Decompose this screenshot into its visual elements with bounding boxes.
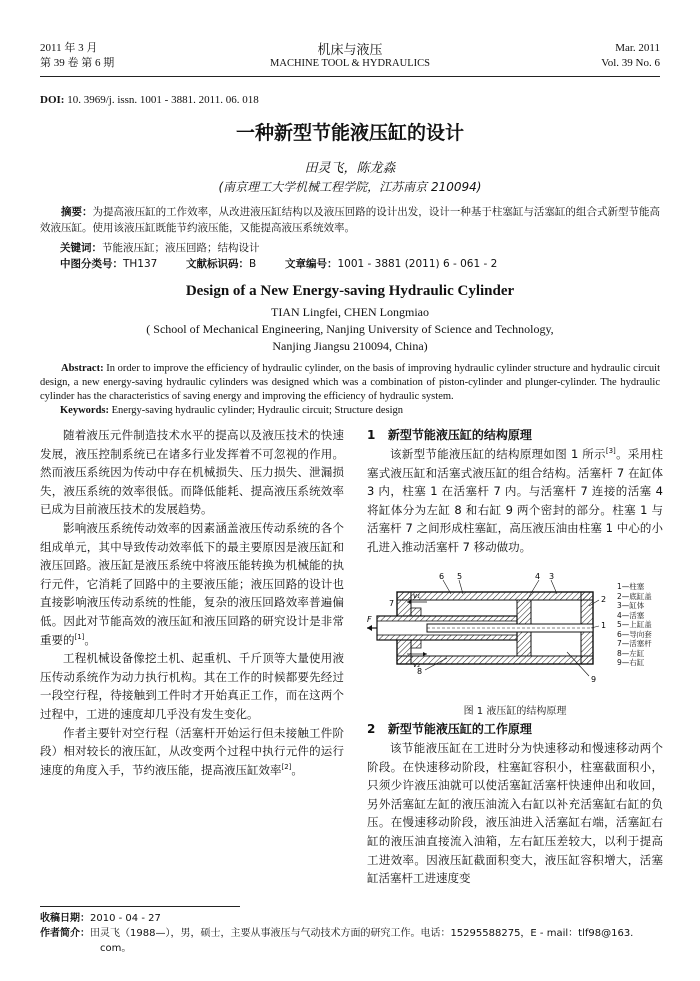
left-column (40, 426, 344, 779)
legend-item: 6—导向套 (617, 629, 652, 639)
article-number-label: 文章编号： (284, 258, 338, 270)
section-1-title: 新型节能液压缸的结构原理 (387, 428, 532, 442)
body-paragraph-4 (40, 724, 344, 780)
section-2 (367, 720, 663, 888)
fig-label-force: F (367, 615, 372, 624)
fig-label-3: 3 (549, 572, 555, 581)
clc-label: 中图分类号： (60, 258, 123, 270)
fig-label-8: 8 (417, 667, 423, 676)
received-label: 收稿日期： (40, 913, 90, 924)
keywords-en-label: Keywords: (60, 405, 109, 416)
body-paragraph-1: 随着液压元件制造技术水平的提高以及液压技术的快速发展，液压控制系统已在诸多行业发挥着不可忽视的作用。然而液压系统因为传动中存在机械损失、压力损失、泄漏损失，液压系统的效率很低。而降低能耗、提高液压系统效率已成为目前液压技术的发展趋势。 (40, 428, 344, 517)
citation-3: [3] (605, 447, 616, 456)
abstract-en (40, 362, 660, 404)
abstract-en-text: In order to improve the efficiency of hydraulic cylinder, on the basis of improving hydraulic cylinder structure and hydraulic circuit design, a new energy-saving hydraulic cylinders was designed which was a combination of piston-cylinder and plunger-cylinder. The hydraulic cylinder has the characteristics of saving energy and improving the efficiency of hydraulic system. (40, 363, 661, 402)
keywords-cn-text: 节能液压缸；液压回路；结构设计 (102, 242, 260, 254)
figure-1 (367, 572, 663, 692)
abstract-cn-label: 摘要： (61, 206, 93, 218)
figure-legend (617, 582, 652, 668)
guide-sleeve (411, 608, 421, 616)
section-1-text-a: 该新型节能液压缸的结构原理如图 1 所示 (390, 447, 606, 461)
header-date: 2011 年 3 月 (40, 42, 98, 54)
journal-title-cn: 机床与液压 (317, 43, 383, 58)
legend-item: 9—右缸 (617, 658, 645, 667)
legend-item: 8—左缸 (617, 648, 645, 658)
abstract-en-label: Abstract: (61, 363, 104, 374)
received-value: 2010 - 04 - 27 (90, 913, 161, 924)
keywords-en-text: Energy-saving hydraulic cylinder; Hydraulic circuit; Structure design (111, 405, 404, 416)
header-volume: Vol. 39 No. 6 (601, 57, 660, 69)
fig-label-7: 7 (389, 599, 395, 608)
clc-value: TH137 (123, 258, 158, 270)
right-column (367, 426, 663, 557)
abstract-cn (40, 205, 660, 236)
authors-en: TIAN Lingfei, CHEN Longmiao (271, 305, 429, 319)
fig-label-4: 4 (535, 572, 541, 581)
body-paragraph-4-end: 。 (291, 762, 303, 777)
fig-label-5: 5 (457, 572, 463, 581)
abstract-cn-text: 为提高液压缸的工作效率，从改进液压缸结构以及液压回路的设计出发，设计一种基于柱塞缸与活塞缸的组合式新型节能高效液压缸。使用该液压缸既能节约液压能，又能提高液压系统效率。 (40, 206, 661, 234)
body-paragraph-2 (40, 519, 344, 649)
section-2-heading (367, 720, 663, 737)
classification-line (60, 256, 497, 271)
received-date (40, 911, 660, 926)
section-1-paragraph (367, 445, 663, 557)
fig-label-v2: v₂ (413, 661, 420, 669)
bottom-wall (397, 656, 593, 664)
fig-label-1: 1 (601, 621, 607, 630)
footnote-rule (40, 906, 240, 907)
citation-2: [2] (281, 762, 292, 771)
doi-label: DOI: (40, 94, 65, 106)
doc-code-value: B (249, 258, 257, 270)
figure-caption: 图 1 液压缸的结构原理 (463, 706, 567, 717)
section-1-number: 1 (367, 428, 376, 442)
fig-label-v1: v₁ (413, 592, 420, 600)
footnote (40, 911, 660, 956)
paper-title-cn: 一种新型节能液压缸的设计 (235, 122, 464, 144)
section-2-number: 2 (367, 722, 376, 736)
affiliation-cn: (南京理工大学机械工程学院，江苏南京 210094) (218, 180, 482, 194)
author-bio-text: 田灵飞（1988—），男，硕士，主要从事液压与气动技术方面的研究工作。电话：15295588275，E - mail：tlf98@163. com。 (90, 928, 634, 954)
article-number-value: 1001 - 3881 (2011) 6 - 061 - 2 (337, 258, 498, 270)
fig-label-9: 9 (591, 675, 597, 684)
header-issue: 第 39 卷 第 6 期 (40, 57, 115, 69)
affiliation-en-line1: ( School of Mechanical Engineering, Nanjing University of Science and Technology, (146, 322, 554, 336)
author-bio-label: 作者简介： (40, 928, 90, 939)
citation-1: [1] (74, 632, 85, 641)
body-paragraph-4-text: 作者主要针对空行程（活塞杆开始运行但未接触工件阶段）相对较长的液压缸，从改变两个过程中执行元件的运行速度的角度入手，节约液压能，提高液压缸效率 (40, 725, 344, 777)
body-paragraph-2-text: 影响液压系统传动效率的因素涵盖液压传动系统的各个组成单元，其中导致传动效率低下的最主要原因是液压缸和液压回路。液压缸是液压系统中将液压能转换为机械能的执行元件，它消耗了回路中的主要液压能；液压回路的设计也直接影响液压传动系统的性能，复杂的液压回路效率普遍偏低。因此对节能高效的液压缸和液压回路的研究设计是非常重要的 (40, 520, 344, 647)
fig-label-2: 2 (601, 595, 607, 604)
legend-item: 3—缸体 (617, 601, 645, 610)
journal-title-en: MACHINE TOOL & HYDRAULICS (270, 58, 430, 69)
keywords-cn-label: 关键词： (60, 242, 102, 254)
fig-label-6: 6 (439, 572, 445, 581)
legend-item: 5—上缸盖 (617, 620, 652, 629)
author-bio (40, 926, 660, 956)
section-1-heading (367, 426, 663, 443)
paper-title-en: Design of a New Energy-saving Hydraulic Cylinder (185, 283, 515, 299)
top-wall (397, 592, 593, 600)
header-rule (40, 76, 660, 77)
legend-item: 2—底缸盖 (617, 591, 652, 601)
doi-line (40, 94, 259, 106)
force-arrow-icon (367, 625, 372, 631)
doi-value: 10. 3969/j. issn. 1001 - 3881. 2011. 06. 018 (67, 94, 259, 106)
section-2-paragraph: 该节能液压缸在工进时分为快速移动和慢速移动两个阶段。在快速移动阶段，柱塞缸容积小，柱塞截面积小，只须少许液压油就可以使活塞缸活塞杆快速伸出和收回，另外活塞缸左缸的液压油流入右缸以补充活塞缸右缸的负压。在慢速移动阶段，液压油进入活塞缸右端，活塞缸右缸的液压油直接流入油箱，左右缸压差较大，以利于提高工进效率。因液压缸截面积变大，液压缸容积增大，活塞缸活塞杆工进速度变 (367, 741, 663, 886)
body-paragraph-2-end: 。 (84, 632, 96, 647)
section-2-title: 新型节能液压缸的工作原理 (387, 722, 532, 736)
affiliation-en-line2: Nanjing Jiangsu 210094, China) (272, 339, 428, 353)
authors-cn: 田灵飞，陈龙淼 (304, 161, 396, 176)
keywords-cn (60, 240, 260, 255)
keywords-en (60, 404, 403, 418)
legend-item: 4—活塞 (617, 610, 645, 620)
header-date-en: Mar. 2011 (615, 42, 660, 54)
body-paragraph-3: 工程机械设备像挖土机、起重机、千斤顶等大量使用液压传动系统作为动力执行机构。其在工作的时候都要先经过一段空行程，待接触到工件时才开始真正工作，而在这两个过程中，工进的速度却几乎没有发生变化。 (40, 651, 344, 721)
legend-item: 1—柱塞 (617, 582, 645, 591)
doc-code-label: 文献标识码： (186, 258, 250, 270)
section-1-text-b: 。采用柱塞式液压缸和活塞式液压缸的组合结构。活塞杆 7 在缸体 3 内，柱塞 1 在活塞杆 7 内。与活塞杆 7 连接的活塞 4 将缸体分为左缸 8 和右缸 9 两个密封的部分。柱塞 1 与活塞杆 7 之间形成柱塞缸，高压液压油由柱塞 1 中心的小孔进入推动活塞杆 7 移动做功。 (367, 447, 663, 554)
legend-item: 7—活塞杆 (617, 639, 652, 648)
